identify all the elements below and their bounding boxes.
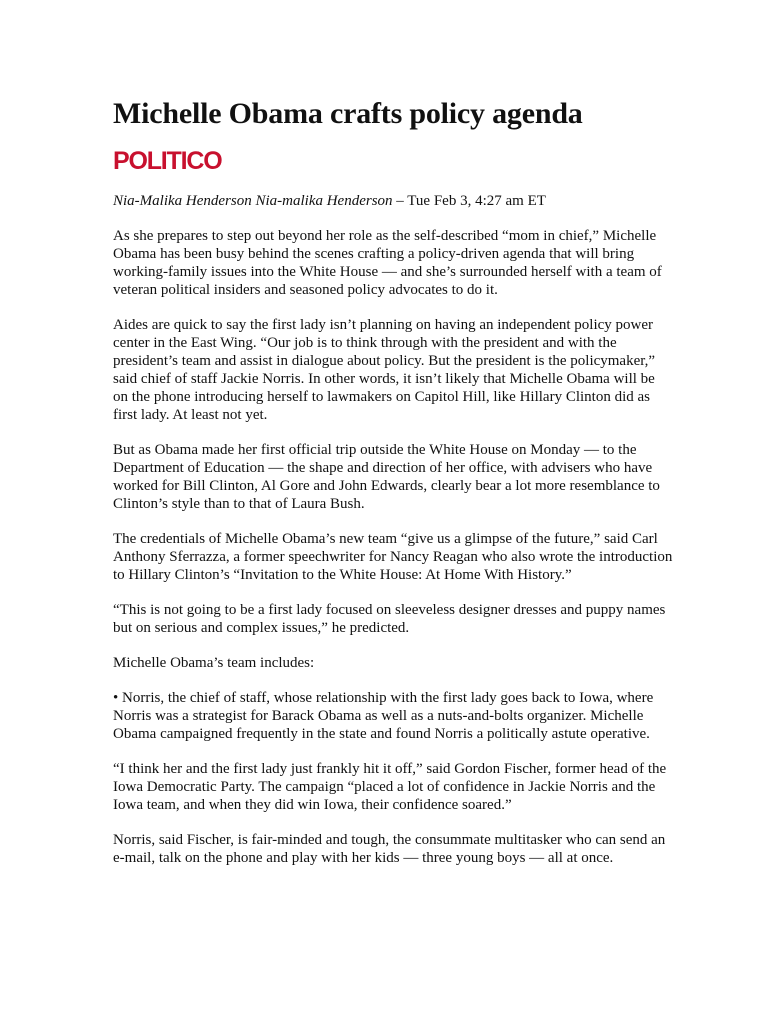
article-title: Michelle Obama crafts policy agenda bbox=[113, 97, 583, 130]
byline-author: Nia-Malika Henderson Nia-malika Henderson bbox=[113, 193, 393, 209]
paragraph-5: “This is not going to be a first lady focused on sleeveless designer dresses and puppy names but on serious and complex issues,” he predicted. bbox=[113, 602, 666, 636]
paragraph-9: Norris, said Fischer, is fair-minded and tough, the consummate multitasker who can send an e-mail, talk on the phone and play with her kids — three young boys — all at once. bbox=[113, 832, 666, 866]
paragraph-7: • Norris, the chief of staff, whose relationship with the first lady goes back to Iowa, where Norris was a strategist for Barack Obama as well as a nuts-and-bolts organizer. Michelle Obama campaigned frequently in the state and found Norris a politically astute operative. bbox=[113, 690, 654, 742]
paragraph-4: The credentials of Michelle Obama’s new team “give us a glimpse of the future,” said Carl Anthony Sferrazza, a former speechwriter for Nancy Reagan who also wrote the introduction to Hillary Clinton’s “Invitation to the White House: At Home With History.” bbox=[113, 531, 673, 583]
byline-separator: – bbox=[392, 193, 408, 209]
paragraph-1: As she prepares to step out beyond her role as the self-described “mom in chief,” Michelle Obama has been busy behind the scenes crafting a policy-driven agenda that will bring working-family issues into the White House — and she’s surrounded herself with a team of veteran political insiders and seasoned policy advocates to do it. bbox=[113, 228, 662, 298]
politico-logo: POLITICO bbox=[113, 147, 222, 175]
byline bbox=[113, 192, 673, 210]
paragraph-6: Michelle Obama’s team includes: bbox=[113, 655, 315, 671]
byline-date: Tue Feb 3, 4:27 am ET bbox=[407, 193, 546, 209]
paragraph-2: Aides are quick to say the first lady isn’t planning on having an independent policy power center in the East Wing. “Our job is to think through with the president and with the president’s team and assist in dialogue about policy. But the president is the policymaker,” said chief of staff Jackie Norris. In other words, it isn’t likely that Michelle Obama will be on the phone introducing herself to lawmakers on Capitol Hill, like Hillary Clinton did as first lady. At least not yet. bbox=[113, 317, 656, 423]
article bbox=[113, 96, 673, 867]
paragraph-8: “I think her and the first lady just frankly hit it off,” said Gordon Fischer, former head of the Iowa Democratic Party. The campaign “placed a lot of confidence in Jackie Norris and the Iowa team, and when they did win Iowa, their confidence soared.” bbox=[113, 761, 667, 813]
paragraph-3: But as Obama made her first official trip outside the White House on Monday — to the Department of Education — the shape and direction of her office, with advisers who have worked for Bill Clinton, Al Gore and John Edwards, clearly bear a lot more resemblance to Clinton’s style than to that of Laura Bush. bbox=[113, 442, 660, 512]
